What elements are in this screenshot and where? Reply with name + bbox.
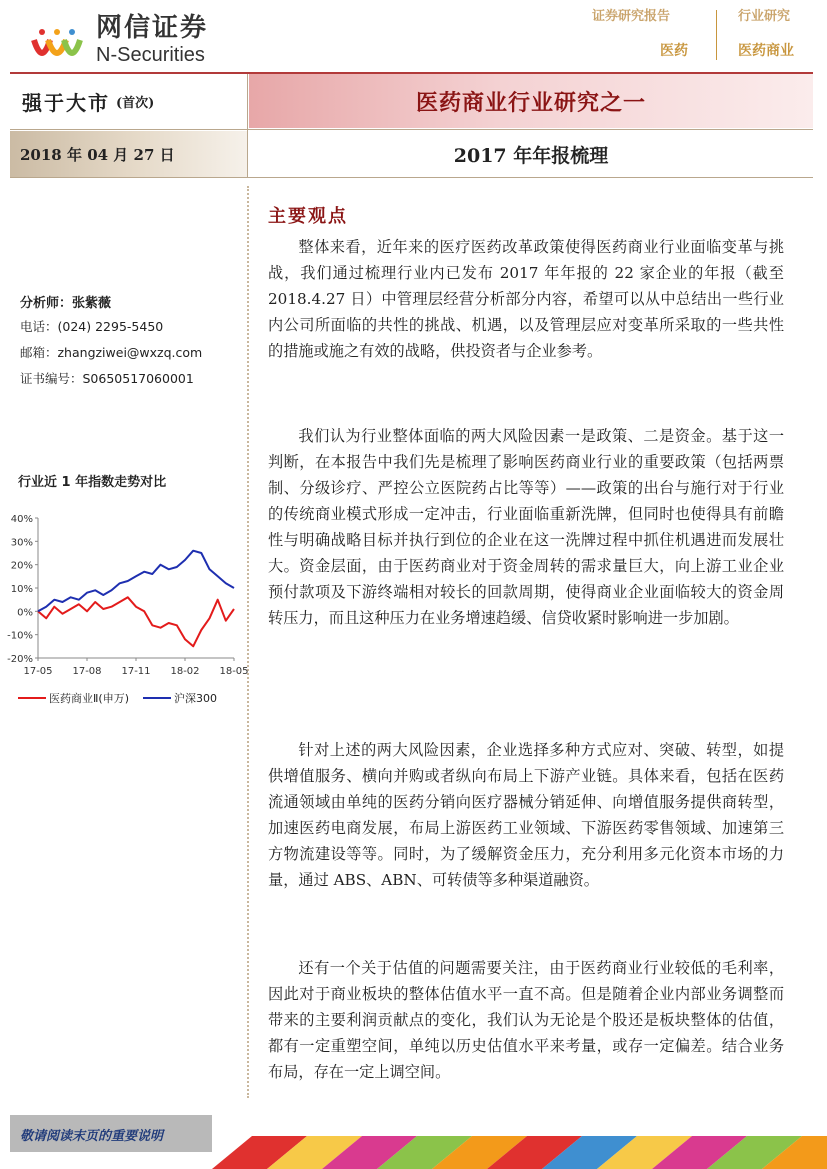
band-vertical-divider bbox=[247, 74, 248, 178]
report-date: 2018 年 04 月 27 日 bbox=[20, 145, 175, 164]
analyst-cert: 证书编号：S0650517060001 bbox=[20, 371, 194, 386]
chart-title: 行业近 1 年指数走势对比 bbox=[18, 475, 167, 490]
x-tick-label: 17-08 bbox=[72, 666, 102, 677]
series-line-hs300 bbox=[38, 551, 234, 612]
legend-swatch-hs300 bbox=[143, 697, 171, 699]
paragraph-text: 还有一个关于估值的问题需要关注，由于医药商业行业较低的毛利率，因此对于商业板块的整体估值水平一直不高。但是随着企业内部业务调整而带来的主要利润贡献点的变化，我们认为无论是个股还是板块整体的估值，都有一定重塑空间，单纯以历史估值水平来考量，或存一定偏差。结合业务布局，存在一定上调空间。 bbox=[268, 959, 784, 1081]
brand-name-en: N-Securities bbox=[96, 44, 205, 66]
header-divider bbox=[716, 10, 717, 60]
legend-label-hs300: 沪深300 bbox=[174, 692, 217, 705]
section-title: 主要观点 bbox=[268, 206, 348, 227]
x-tick-label: 18-05 bbox=[219, 666, 249, 677]
paragraph-4 bbox=[268, 955, 784, 1085]
rating-box bbox=[10, 74, 247, 128]
n-securities-logo-icon bbox=[28, 10, 86, 68]
report-subtitle: 2017 年年报梳理 bbox=[453, 144, 609, 167]
paragraph-1 bbox=[268, 234, 784, 364]
industry-label: 医药 bbox=[660, 43, 688, 59]
y-tick-label: 30% bbox=[10, 537, 33, 549]
analyst-name: 分析师：张紫薇 bbox=[20, 296, 112, 311]
report-subtitle-box bbox=[249, 131, 813, 177]
y-tick-label: 0% bbox=[17, 607, 33, 619]
rating-label: 强于大市 bbox=[22, 90, 110, 115]
footer-decorative-stripe bbox=[212, 1136, 827, 1169]
legend-swatch-industry bbox=[18, 697, 46, 699]
y-tick-label: 40% bbox=[10, 514, 33, 525]
brand-name-cn: 网信证券 bbox=[96, 13, 209, 43]
x-tick-label: 17-05 bbox=[23, 666, 53, 677]
x-tick-label: 17-11 bbox=[121, 666, 151, 677]
analyst-email: 邮箱：zhangziwei@wxzq.com bbox=[20, 345, 203, 360]
paragraph-3 bbox=[268, 737, 784, 893]
y-tick-label: 10% bbox=[10, 584, 33, 595]
report-subtype: 行业研究 bbox=[738, 9, 791, 24]
analyst-phone: 电话：(024) 2295-5450 bbox=[20, 319, 164, 334]
paragraph-2 bbox=[268, 423, 784, 631]
rating-note: (首次) bbox=[116, 95, 155, 111]
y-tick-label: -20% bbox=[7, 654, 33, 665]
x-tick-label: 18-02 bbox=[170, 666, 200, 677]
y-tick-label: -10% bbox=[7, 630, 33, 642]
paragraph-text: 我们认为行业整体面临的两大风险因素一是政策、二是资金。基于这一判断，在本报告中我们先是梳理了影响医药商业行业的重要政策（包括两票制、分级诊疗、严控公立医院药占比等等）——政策的出台与施行对于行业的传统商业模式形成一定冲击，行业面临重新洗牌，但同时也使得具有前瞻性与明确战略目标并执行到位的企业在这一洗牌过程中抓住机遇进而发展壮大。资金层面，由于医药商业对于资金周转的需求量巨大，向上游工业企业预付款项及下游终端相对较长的回款周期，使得商业企业面临较大的资金周转压力，而且这种压力在业务增速趋缓、信贷收紧时影响进一步加剧。 bbox=[268, 427, 784, 627]
paragraph-text: 针对上述的两大风险因素，企业选择多种方式应对、突破、转型，如提供增值服务、横向并购或者纵向布局上下游产业链。具体来看，包括在医药流通领域由单纯的医药分销向医疗器械分销延伸、向增值服务提供商转型，加速医药电商发展，布局上游医药工业领域、下游医药零售领域、加速第三方物流建设等等。同时，为了缓解资金压力，充分利用多元化资本市场的力量，通过 ABS、ABN、可转债等多种渠道融资。 bbox=[268, 741, 784, 889]
chart-legend bbox=[18, 690, 217, 706]
date-box bbox=[10, 131, 247, 177]
sub-industry-label: 医药商业 bbox=[738, 43, 794, 59]
paragraph-text: 整体来看，近年来的医疗医药改革政策使得医药商业行业面临变革与挑战，我们通过梳理行业内已发布 2017 年年报的 22 家企业的年报（截至 2018.4.27 日）中管理层经营分析部分内容，希望可以从中总结出一些行业内公司所面临的共性的挑战、机遇，以及管理层应对变革所采取的一些共性的措施或施之有效的战略，供投资者与企业参考。 bbox=[268, 238, 784, 360]
column-dotted-divider bbox=[247, 186, 249, 1098]
footer-notice: 敬请阅读末页的重要说明 bbox=[20, 1129, 164, 1144]
report-title-box bbox=[249, 74, 813, 128]
report-title: 医药商业行业研究之一 bbox=[415, 89, 646, 116]
band-bottom-rule bbox=[10, 177, 813, 178]
y-tick-label: 20% bbox=[10, 560, 33, 572]
band-divider bbox=[10, 129, 813, 130]
legend-label-industry: 医药商业Ⅱ(申万) bbox=[49, 692, 129, 705]
report-type: 证券研究报告 bbox=[592, 9, 671, 24]
series-line-industry bbox=[38, 597, 234, 646]
index-trend-chart bbox=[4, 508, 249, 686]
